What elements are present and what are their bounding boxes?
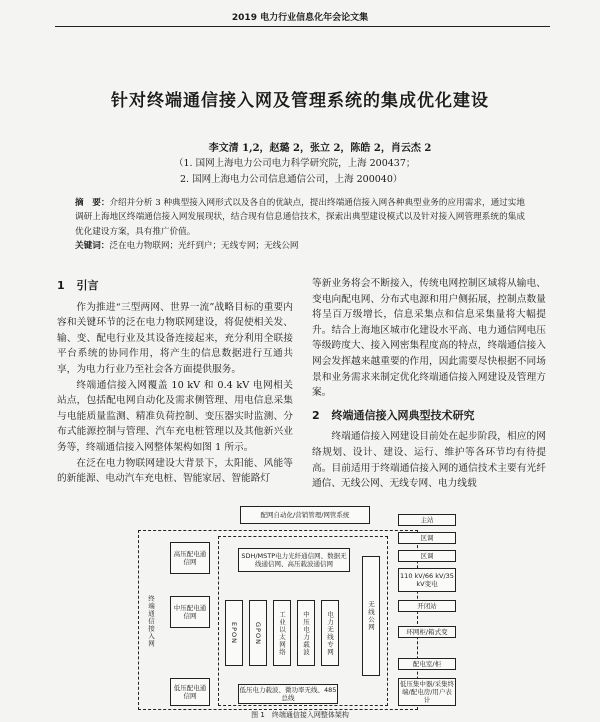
- gpon-box: GPON: [249, 600, 267, 666]
- header-rule: [55, 26, 550, 27]
- abstract-label: 摘 要：: [75, 198, 110, 208]
- label-district-1: 区调: [398, 532, 456, 544]
- paragraph: 作为推进“三型两网、世界一流”战略目标的重要内容和关键环节的泛在电力物联网建设，将促使相关发、输、变、配电行业及其设备连接起来，充分利用全联接平台系统的协同作用，将产生的信息数据进行互通共享，为电力行业乃至社会各方面提供服务。: [57, 301, 293, 375]
- running-header: 2019 电力行业信息化年会论文集: [231, 13, 369, 23]
- section-2-number: 2: [312, 408, 320, 422]
- keywords-text: 泛在电力物联网；光纤到户；无线专网；无线公网: [109, 241, 299, 252]
- section-1-number: 1: [57, 279, 65, 292]
- wireless-private-box: 电力无线专网: [321, 600, 339, 666]
- affiliation-1: （1. 国网上海电力公司电力科学研究院，上海 200437；: [174, 158, 416, 169]
- label-master-station: 主站: [398, 514, 456, 526]
- abstract: [75, 196, 525, 254]
- figure-caption: 图 1 终端通信接入网整体架构: [251, 711, 349, 719]
- paragraph: 在泛在电力物联网建设大背景下，太阳能、风能等的新能源、电动汽车充电桩、智能家居、智能路灯: [57, 457, 293, 485]
- epon-box: EPON: [225, 600, 243, 666]
- industrial-ethernet-box: 工业以太网络: [273, 600, 291, 666]
- label-district-2: 区调: [398, 550, 456, 562]
- outer-network-label: 终端通信接入网: [147, 594, 155, 648]
- low-voltage-network: 低压配电通信网: [170, 678, 210, 706]
- figure-1: [130, 500, 460, 710]
- paragraph: 终端通信接入网覆盖 10 kV 和 0.4 kV 电网相关站点，包括配电网自动化及需求侧管理、用电信息采集与电能质量监测、精准负荷控制、变压器实时监测、分布式能源控制与管理、汽车充电桩管理以及其他新兴业务等，终端通信接入网整体架构如图 1 所示。: [57, 379, 293, 453]
- wireless-public-box: 无线公网: [362, 556, 380, 676]
- paper-title: 针对终端通信接入网及管理系统的集成优化建设: [111, 91, 489, 111]
- sdh-network-box: SDH/MSTP电力光纤通信网、数据无线通信网、高压载波通信网: [238, 548, 350, 572]
- low-voltage-tech-box: 低压电力载波、微功率无线、485总线: [239, 686, 337, 702]
- label-switch-station: 开闭站: [398, 600, 456, 612]
- mv-plc-box: 中压电力载波: [297, 600, 315, 666]
- left-column: [57, 278, 293, 487]
- keywords-label: 关键词：: [75, 241, 110, 252]
- abstract-text: 介绍并分析 3 种典型接入网形式以及各自的优缺点，提出终端通信接入网各种典型业务的应用需求，通过实地调研上海地区终端通信接入网发展现状，结合现有信息通信技术，探索出典型建设模式以及针对接入网管理系统的集成优化建设方案，具有推广价值。: [75, 198, 525, 237]
- right-column: [312, 276, 546, 492]
- section-1-heading: [57, 278, 293, 294]
- medium-voltage-network: 中压配电通信网: [170, 596, 210, 628]
- label-substation: 110 kV/66 kV/35 kV变电: [398, 568, 456, 592]
- high-voltage-network: 高压配电通信网: [170, 542, 210, 574]
- section-2-heading: [312, 408, 546, 424]
- author-names: 李文清 1,2，赵璐 2，张立 2，陈皓 2，肖云杰 2: [208, 143, 432, 154]
- paragraph: 终端通信接入网建设目前处在起步阶段，相应的网络规划、设计、建设、运行、维护等各环节均有待提高。目前适用于终端通信接入网的通信技术主要有光纤通信、无线公网、无线专网、电力线载: [312, 431, 546, 490]
- label-distribution-room: 配电室/柜: [398, 658, 456, 670]
- section-2-title: 终端通信接入网典型技术研究: [331, 408, 475, 422]
- label-ring-main: 环网柜/箱式变: [398, 626, 456, 638]
- label-low-voltage-terminal: 低压集中器/采集终端/配电房/用户表计: [399, 680, 455, 704]
- affiliation-2: 2. 国网上海电力公司信息通信公司，上海 200040）: [180, 174, 403, 185]
- author-block: [150, 139, 490, 188]
- paragraph: 等新业务将会不断接入，传统电网控制区域将从输电、变电向配电网、分布式电源和用户侧拓展，控制点数量将呈百万级增长，信息采集点和信息采集量将大幅提升。结合上海地区城市化建设水平高、电力通信网电压等级跨度大、接入网密集程度高的特点，终端通信接入网会发挥越来越重要的作用，因此需要尽快根据不同场景和业务需求来制定优化终端通信接入网建设及管理方案。: [312, 278, 546, 399]
- top-system-box: 配网自动化/营销管理/网管系统: [240, 506, 370, 524]
- section-1-title: 引言: [76, 279, 99, 292]
